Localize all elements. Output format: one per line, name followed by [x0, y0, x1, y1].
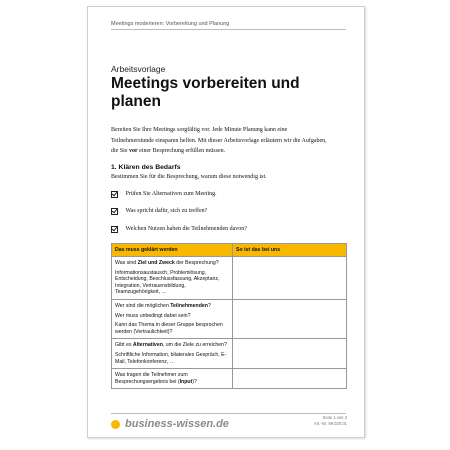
- table-row: [112, 369, 347, 389]
- table-row: [112, 339, 347, 369]
- question-cell: [112, 299, 233, 338]
- checklist-label: Welchen Nutzen haben die Teilnehmenden davon?: [125, 226, 247, 233]
- checkbox-icon: [111, 226, 118, 233]
- document-title: Meetings vorbereiten und planen: [111, 75, 300, 110]
- checklist-label: Prüfen Sie Alternativen zum Meeting.: [125, 191, 217, 198]
- question-detail: Informationsaustausch, Problemlösung, Entscheidung, Beschlussfassung, Akzeptanz, Integration, Vertrauensbildung, Teamzugehörigkeit, …: [115, 269, 220, 296]
- question-line2: Wer muss unbedingt dabei sein?: [115, 312, 191, 319]
- planning-table: [111, 243, 347, 389]
- question-part: )?: [192, 378, 197, 385]
- question-text: [115, 342, 229, 349]
- document-subtitle: Arbeitsvorlage: [111, 64, 166, 74]
- question-keyword: Input: [179, 378, 193, 385]
- checklist-item: [111, 226, 247, 233]
- checkbox-icon: [111, 191, 118, 198]
- answer-cell[interactable]: [233, 299, 347, 338]
- section-title: 1. Klären des Bedarfs: [111, 164, 181, 171]
- header-divider: [111, 29, 346, 30]
- question-keyword: Teilnehmenden: [170, 302, 208, 309]
- page-number: Seite 1 von 3: [322, 415, 347, 420]
- question-part: Gibt es: [115, 342, 133, 349]
- question-keyword: Ziel und Zweck: [137, 260, 175, 266]
- checklist-item: [111, 191, 217, 198]
- logo-text: business-wissen.de: [125, 418, 229, 430]
- article-number: Art.-Nr. 99.020.01: [313, 421, 347, 426]
- question-part: , um die Ziele zu erreichen?: [162, 342, 227, 349]
- question-part: ?: [207, 302, 211, 309]
- intro-text-2: einer Besprechung erfüllen müssen.: [137, 148, 226, 154]
- section-text: Bestimmen Sie für die Besprechung, warum diese notwendig ist.: [111, 174, 267, 180]
- question-cell: [112, 339, 233, 369]
- question-text: [115, 372, 229, 385]
- question-detail: Kann das Thema in dieser Gruppe besprochen werden (Vertraulichkeit)?: [115, 322, 223, 335]
- intro-bold: vor: [129, 148, 138, 154]
- table-row: [112, 299, 347, 338]
- answer-cell[interactable]: [233, 257, 347, 300]
- checkbox-icon: [111, 208, 118, 215]
- answer-cell[interactable]: [233, 369, 347, 389]
- question-part: der Besprechung?: [174, 260, 219, 266]
- question-keyword: Alternativen: [132, 342, 163, 349]
- footer-divider: [111, 413, 346, 414]
- question-part: Wer sind die möglichen: [115, 302, 171, 309]
- brand-logo: [111, 418, 229, 430]
- checklist-label: Was spricht dafür, sich zu treffen?: [125, 208, 208, 215]
- table-header-cell: So ist das bei uns: [233, 244, 347, 257]
- question-part: Was tragen die Teilnehmer zum Besprechungsergebnis bei (: [115, 372, 188, 385]
- question-detail: Schriftliche Information, bilaterales Gespräch, E-Mail, Telefonkonferenz, …: [115, 351, 227, 365]
- page-header: Meetings moderieren: Vorbereitung und Planung: [111, 21, 230, 27]
- checklist-item: [111, 208, 207, 215]
- question-cell: [112, 369, 233, 389]
- answer-cell[interactable]: [233, 339, 347, 369]
- logo-dot-icon: [111, 420, 120, 429]
- table-header-cell: Das muss geklärt werden: [112, 244, 233, 257]
- question-cell: [112, 257, 233, 300]
- question-part: Was sind: [115, 260, 138, 266]
- page-info: [314, 415, 347, 427]
- question-text: [115, 303, 229, 310]
- table-header-row: [112, 244, 347, 257]
- document-page: [87, 6, 365, 438]
- intro-text-1: Bereiten Sie Ihre Meetings sorgfältig vor. Jede Minute Planung kann eine Teilnehmerstunde einsparen helfen. Mit dieser Arbeitsvorlage erläutern wir die Aufgaben, die Sie: [111, 127, 327, 154]
- question-text: [115, 260, 229, 267]
- table-row: [112, 257, 347, 300]
- intro-paragraph: [111, 125, 331, 157]
